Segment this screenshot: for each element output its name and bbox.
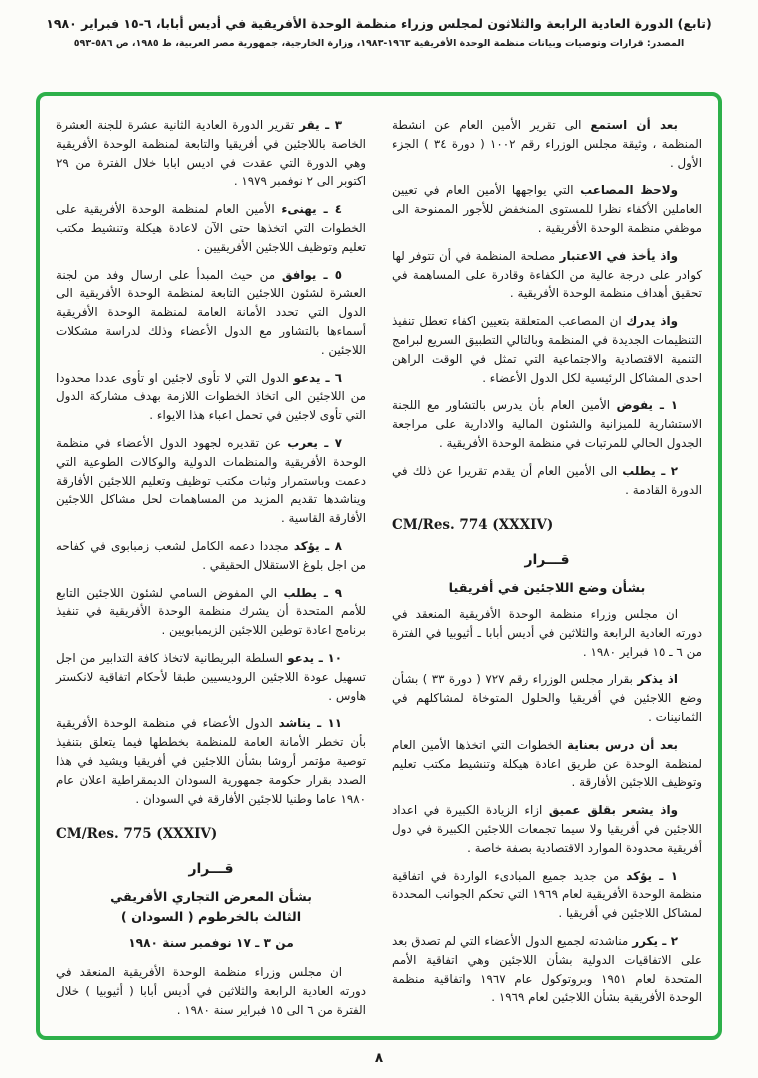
lead-phrase: ٧ ـ يعرب [287,435,342,450]
lead-phrase: ١ ـ يؤكد [626,868,678,883]
lead-phrase: ٣ ـ يقر [299,118,342,132]
paragraph-text: ازاء الزيادة الكبيرة في اعداد اللاجئين في أفريقيا ولا سيما تجمعات اللاجئين الكبيرة في دول أفريقية محدودة الموارد الاقتصادية بصفة خاصة . [392,803,702,855]
numbered-item [56,266,366,360]
paragraph-text: من جديد جميع المبادىء الواردة في اتفاقية منظمة الوحدة الأفريقية لعام ١٩٦٩ التي تحكم الجوانب المحددة لمشاكل اللاجئين في أفريقيا . [392,868,702,921]
paragraph [392,247,702,303]
paragraph-text: الى تقرير الأمين العام عن انشطة المنظمة ، وثيقة مجلس الوزراء رقم ١٠٠٢ ( دورة ٣٤ ) الجزء الأول . [392,118,702,170]
lead-phrase: اذ يذكر [637,672,678,687]
numbered-item [56,369,366,425]
numbered-item [56,434,366,528]
paragraph-text: الدول التي لا تأوى لاجئين او تأوى عددا محدودا من اللاجئين الى اتخاذ الخطوات اللازمة بهدف مشاركة الدول التي تأوى لاجئين في تحمل اعباء هذا الايواء . [56,370,366,423]
numbered-item [56,714,366,808]
column-right [392,116,702,1016]
lead-phrase: واذ يشعر بقلق عميق [548,803,678,818]
numbered-item [392,867,702,923]
paragraph-text: السلطة البريطانية لاتخاذ كافة التدابير من اجل تسهيل عودة اللاجئين الروديسيين طبقا لأحكام اتفاقية لانكستر هاوس . [56,650,366,703]
paragraph-text: مناشدته لجميع الدول الأعضاء التي لم تصدق بعد على الاتفاقيات الدولية بشأن اللاجئين وهي اتفاقية الأمم المتحدة لعام ١٩٥١ وبروتوكول عام ١٩٦٧ واتفاقية منظمة الوحدة الأفريقية بشأن اللاجئين لعام ١٩٦٩ . [392,933,702,1005]
resolution-heading: قـــرار [524,551,570,568]
paragraph [392,181,702,237]
lead-phrase: ١١ ـ يناشد [278,716,342,731]
paragraph [392,605,702,661]
lead-phrase: ولاحظ المصاعب [580,183,679,198]
paragraph-text: ان مجلس وزراء منظمة الوحدة الأفريقية المنعقد في دورته العادية الرابعة والثلاثين في أديس أبابا ( أثيوبيا ) خلال الفترة من ٦ الى ١٥ فبراير سنة ١٩٨٠ . [56,965,366,1018]
paragraph-text: مصلحة المنظمة في أن تتوفر لها كوادر على درجة عالية من الكفاءة وقادرة على المساهمة في تحقيق أهداف منظمة الوحدة الأفريقية . [392,248,702,301]
numbered-item [56,584,366,640]
paragraph [392,736,702,792]
numbered-item [392,462,702,500]
content-frame [36,92,722,1040]
paragraph-text: ان مجلس وزراء منظمة الوحدة الأفريقية المنعقد في دورته العادية الرابعة والثلاثين في أديس أبابا ـ أثيوبيا في الفترة من ٦ ـ ١٥ فبراير ١٩٨٠ . [392,607,702,659]
paragraph [392,670,702,726]
paragraph-text: الي المفوض السامي لشئون اللاجئين التابع للأمم المتحدة أن يشرك منظمة الوحدة الأفريقية في تنفيذ برنامج اعادة توطين اللاجئين الزيمبابويين . [56,585,366,638]
resolution-dateline: من ٣ ـ ١٧ نوفمبر سنة ١٩٨٠ [128,936,294,951]
paragraph-text: من حيث المبدأ على ارسال وفد من لجنة العشرة لشئون اللاجئين التابعة لمنظمة الوحدة الأفريقية الى الدول التي تحدد الأمانة العامة لمنظمة الوحدة الأفريقية أسماءها بالتشاور مع الدول الأعضاء وذلك لدراسة مشكلات اللاجئين . [56,267,366,357]
column-left [56,116,366,1016]
numbered-item [56,116,366,191]
numbered-item [56,200,366,256]
lead-phrase: ٦ ـ يدعو [293,370,342,385]
lead-phrase: ٩ ـ يطلب [283,585,342,600]
lead-phrase: ٢ ـ يطلب [622,463,678,478]
paragraph-text: الخطوات التي اتخذها الأمين العام لمنظمة الوحدة عن طريق اعادة هيكلة وتنشيط مكتب تعليم وتوظيف اللاجئين الأفارقة . [392,737,702,790]
paragraph-text: مجددا دعمه الكامل لشعب زمبابوى في كفاحه من اجل بلوغ الاستقلال الحقيقي . [56,538,366,572]
lead-phrase: ١٠ ـ يدعو [287,650,342,665]
paragraph-text: بقرار مجلس الوزراء رقم ٧٢٧ ( دورة ٣٣ ) بشأن وضع اللاجئين في أفريقيا والحلول المتوخاة لمشاكلهم في الثمانينات . [392,672,702,724]
paragraph-text: التي يواجهها الأمين العام في تعيين العاملين الأكفاء نظرا للمستوى المنخفض للأجور الممنوحة الى موظفي منظمة الوحدة الأفريقية . [392,183,702,235]
paragraph-text: تقرير الدورة العادية الثانية عشرة للجنة العشرة الخاصة باللاجئين في أفريقيا والتابعة لمنظمة الوحدة الأفريقية وهي الدورة التي عقدت في اديس ابابا خلال الفترة من ٢٩ اكتوبر الى ٢ نوفمبر ١٩٧٩ . [56,118,366,189]
paragraph-text: ان المصاعب المتعلقة بتعيين اكفاء تعطل تنفيذ التنظيمات الجديدة في المنظمة وبالتالي التطبيق السريع لبرامج التنمية الاقتصادية والاجتماعية التي تمثل في الوقت الراهن احدى المشاكل الرئيسية لكل الدول الأعضاء . [392,314,702,385]
lead-phrase: ٤ ـ يهنىء [281,202,342,217]
numbered-item [56,537,366,575]
columns [56,116,702,1016]
paragraph-text: الأمين العام بأن يدرس بالتشاور مع اللجنة الاستشارية للميزانية والشئون المالية والادارية على مراجعة الجدول الحالي للمرتبات في منظمة الوحدة الأفريقية . [392,398,702,450]
resolution-code: CM/Res. 774 (XXXIV) [392,517,554,534]
source-line: المصدر: قرارات وتوصيات وبيانات منظمة الوحدة الأفريقية ١٩٦٣-١٩٨٣، وزارة الخارجية، جمهورية مصر العربية، ط ١٩٨٥، ص ٥٨٦-٥٩٣ [73,38,685,49]
paragraph-text: عن تقديره لجهود الدول الأعضاء في منظمة الوحدة الأفريقية والمنظمات الدولية والوكالات الطوعية التي دعمت وباستمرار وثبات مكتب توظيف وتعليم اللاجئين الأفارقة ويناشدها تقديم المزيد من المساهمات لحل مشاكل اللاجئين الأفارقة القاسية . [56,435,366,526]
lead-phrase: ٢ ـ يكرر [632,933,679,948]
resolution-subheading: بشأن المعرض التجاري الأفريقي الثالث بالخرطوم ( السودان ) [110,889,312,925]
document-title: (تابع) الدورة العادية الرابعة والثلاثون لمجلس وزراء منظمة الوحدة الأفريقية في أديس أبابا، ٦-١٥ فبراير ١٩٨٠ [46,16,712,31]
page-number: ٨ [374,1050,384,1066]
paragraph-text: الدول الأعضاء في منظمة الوحدة الأفريقية بأن تخطر الأمانة العامة للمنظمة بخططها فيما يتعلق بتنفيذ توصية مؤتمر أروشا بشأن اللاجئين في أفريقيا ويشيد في هذا الصدد بقرار حكومة جمهورية السودان الديمقراطية اعلان عام ١٩٨٠ عاما وطنيا للاجئين الأفارقة في السودان . [56,716,366,806]
lead-phrase: بعد أن استمع [590,118,678,132]
paragraph-text: الأمين العام لمنظمة الوحدة الأفريقية على الخطوات التي اتخذها حتى الآن لاعادة هيكلة وتنشيط مكتب تعليم وتوظيف اللاجئين الأفريقيين . [56,202,366,254]
paragraph-text: الى الأمين العام أن يقدم تقريرا عن ذلك في الدورة القادمة . [392,463,702,497]
resolution-subheading: بشأن وضع اللاجئين في أفريقيا [448,580,646,596]
lead-phrase: بعد أن درس بعناية [567,737,678,752]
paragraph [392,312,702,387]
paragraph [392,801,702,857]
numbered-item [392,932,702,1007]
numbered-item [392,396,702,452]
lead-phrase: ٨ ـ يؤكد [293,538,342,553]
lead-phrase: واذ يدرك [626,314,678,329]
resolution-heading: قـــرار [188,860,234,877]
numbered-item [56,649,366,705]
resolution-code: CM/Res. 775 (XXXIV) [56,826,218,843]
paragraph [392,116,702,172]
lead-phrase: ٥ ـ يوافق [281,267,342,282]
lead-phrase: واذ يأخذ في الاعتبار [559,248,678,263]
lead-phrase: ١ ـ يفوض [616,398,678,413]
paragraph [56,963,366,1019]
